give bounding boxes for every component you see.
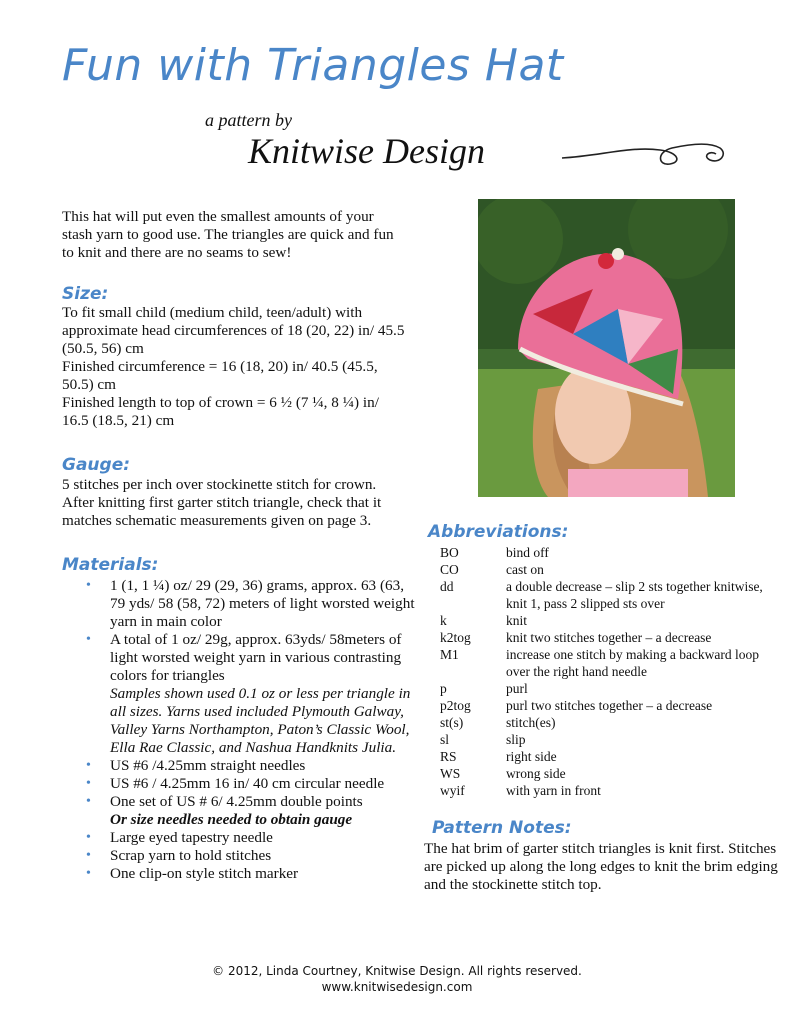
table-row: sl slip <box>440 732 526 747</box>
hat-photo <box>478 199 735 497</box>
list-item: • 1 (1, 1 ¼) oz/ 29 (29, 36) grams, approx. 63 (63, 79 yds/ 58 (58, 72) meters of light worsted weight yarn in main color <box>86 577 415 630</box>
size-line: Finished length to top of crown = 6 ½ (7 ¼, 8 ¼) in/ 16.5 (18.5, 21) cm <box>62 394 379 429</box>
intro-paragraph: This hat will put even the smallest amounts of your stash yarn to good use. The triangles are quick and fun to knit and there are no seams to sew! <box>62 208 394 261</box>
list-item: • US #6 / 4.25mm 16 in/ 40 cm circular needle <box>86 775 385 792</box>
samples-note: Samples shown used 0.1 oz or less per triangle in all sizes. Yarns used included Plymouth Galway, Valley Yarns Northampton, Paton’s Classic Wool, Ella Rae Classic, and Nashua Handknits Julia. <box>110 685 411 756</box>
abbreviations-table <box>428 544 766 799</box>
bullet-icon: • <box>86 866 91 881</box>
list-item: • One clip-on style stitch marker <box>86 865 299 882</box>
abbreviations-heading: Abbreviations: <box>428 522 569 542</box>
bullet-icon: • <box>86 830 91 845</box>
list-item: • Scrap yarn to hold stitches <box>86 847 272 864</box>
size-line: To fit small child (medium child, teen/adult) with approximate head circumferences of 18 (20, 22) in/ 45.5 (50.5, 56) cm <box>62 304 405 357</box>
table-row: RS right side <box>440 749 557 764</box>
list-item: • One set of US # 6/ 4.25mm double points Or size needles needed to obtain gauge <box>62 793 422 829</box>
bullet-icon: • <box>86 848 91 863</box>
table-row: wyif with yarn in front <box>440 783 601 798</box>
table-row: p purl <box>440 681 528 696</box>
table-row: dd a double decrease – slip 2 sts together knitwise, knit 1, pass 2 slipped sts over <box>440 579 763 611</box>
bullet-icon: • <box>86 632 91 647</box>
byline: a pattern by <box>205 110 292 130</box>
table-row: WS wrong side <box>440 766 566 781</box>
table-row: k2tog knit two stitches together – a decrease <box>440 630 712 645</box>
page-title: Fun with Triangles Hat <box>62 40 564 91</box>
bullet-icon: • <box>86 578 91 593</box>
gauge-note: Or size needles needed to obtain gauge <box>110 811 353 828</box>
swirl-flourish-icon <box>560 138 730 172</box>
table-row: BO bind off <box>440 545 549 560</box>
bullet-icon: • <box>86 794 91 809</box>
size-line: Finished circumference = 16 (18, 20) in/ 40.5 (45.5, 50.5) cm <box>62 358 378 393</box>
list-item: • US #6 /4.25mm straight needles <box>86 757 306 774</box>
gauge-text: 5 stitches per inch over stockinette stitch for crown. After knitting first garter stitch triangle, check that it matches schematic measurements given on page 3. <box>62 476 382 529</box>
table-row: st(s) stitch(es) <box>440 715 556 730</box>
bullet-icon: • <box>86 776 91 791</box>
gauge-heading: Gauge: <box>62 455 131 475</box>
copyright-notice: © 2012, Linda Courtney, Knitwise Design. All rights reserved. <box>212 964 582 978</box>
website-link[interactable]: www.knitwisedesign.com <box>321 980 473 994</box>
table-row: CO cast on <box>440 562 544 577</box>
table-row: k knit <box>440 613 528 628</box>
materials-list <box>62 577 422 883</box>
pattern-notes-text: The hat brim of garter stitch triangles is knit first. Stitches are picked up along the long edges to knit the brim edging and the stockinette stitch top. <box>424 840 778 893</box>
pattern-notes-heading: Pattern Notes: <box>432 818 572 838</box>
size-section <box>62 304 407 430</box>
table-row: M1 increase one stitch by making a backward loop over the right hand needle <box>440 647 760 679</box>
table-row: p2tog purl two stitches together – a decrease <box>440 698 713 713</box>
list-item: • Large eyed tapestry needle <box>86 829 273 846</box>
bullet-icon: • <box>86 758 91 773</box>
brand-logo-text: Knitwise Design <box>248 131 486 171</box>
list-item: • A total of 1 oz/ 29g, approx. 63yds/ 58meters of light worsted weight yarn in various contrasting colors for triangles Samples shown used 0.1 oz or less per triangle in all sizes. Yarns used included Plymouth Galway, Valley Yarns Northampton, Paton’s Classic Wool, Ella Rae Classic, and Nashua Handknits Julia. <box>62 631 422 757</box>
materials-heading: Materials: <box>62 555 159 575</box>
size-heading: Size: <box>62 284 109 304</box>
